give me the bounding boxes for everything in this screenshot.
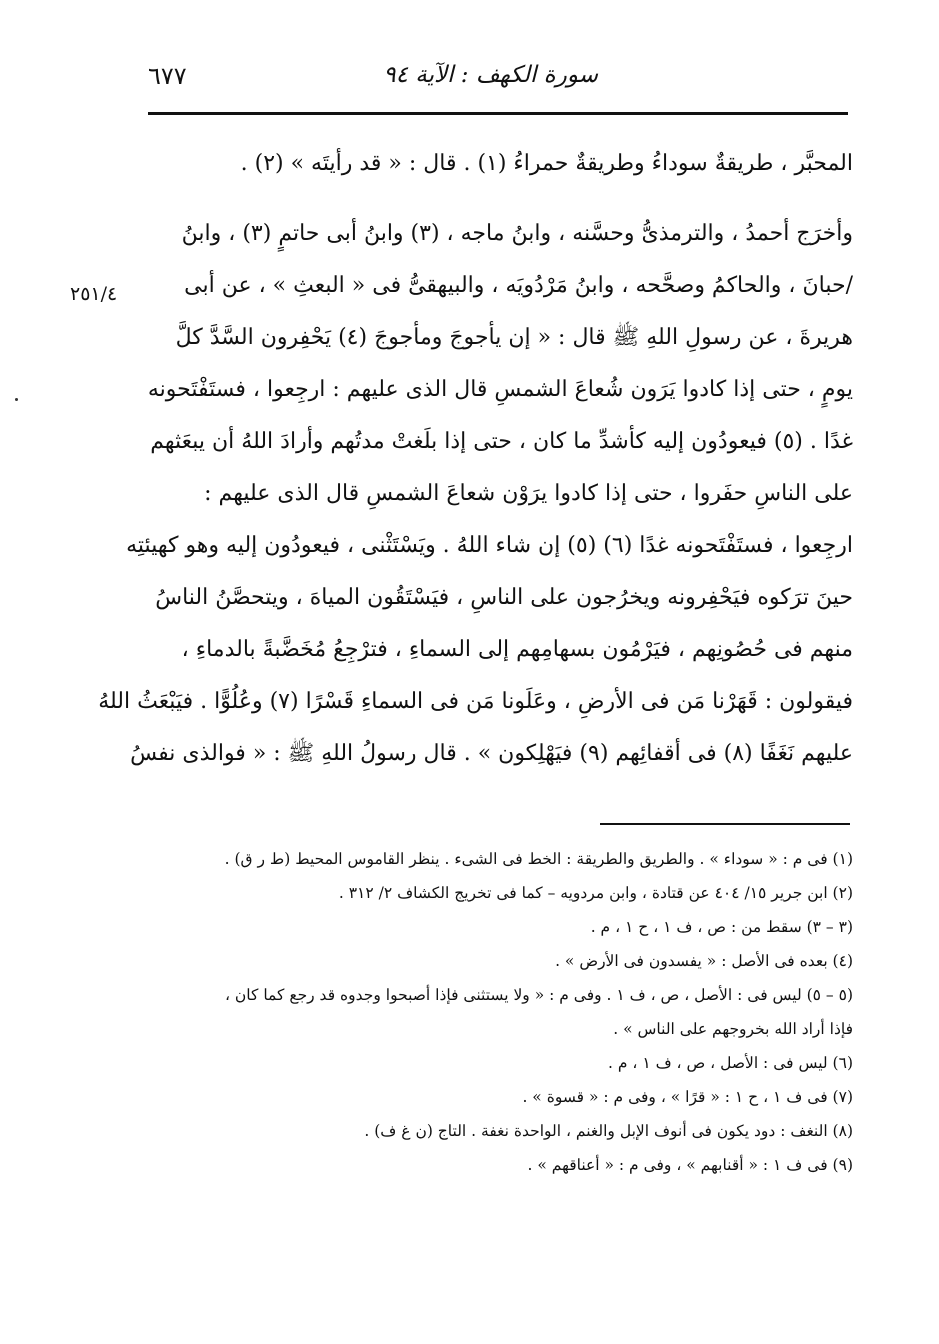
footnote: (٨) النغف : دود يكون فى أنوف الإبل والغنم ، الواحدة نغفة . التاج (ن غ ف) . xyxy=(364,1122,853,1140)
footnote: (٩) فى ف ١ : « أقنابهم » ، وفى م : « أعناقهم » . xyxy=(527,1156,853,1174)
running-title: سورة الكهف : الآية ٩٤ xyxy=(383,62,598,88)
footnotes xyxy=(148,842,853,1182)
text-line: عليهم نَغَفًا (٨) فى أقفائِهم (٩) فيَهْلِكون » . قال رسولُ اللهِ ﷺ : « فوالذى نفسُ xyxy=(130,741,853,766)
scan-speck xyxy=(15,398,18,401)
footnote: (١) فى م : « سوداء » . والطريق والطريقة : الخط فى الشىء . ينظر القاموس المحيط (ط ر ق) . xyxy=(224,850,853,868)
margin-volume-page-reference: ٢٥١/٤ xyxy=(70,283,118,305)
footnote: (٤) بعده فى الأصل : « يفسدون فى الأرض » . xyxy=(555,952,853,970)
footnote: (٢) ابن جرير ١٥/ ٤٠٤ عن قتادة ، وابن مردويه – كما فى تخريج الكشاف ٢/ ٣١٢ . xyxy=(338,884,853,902)
text-line: يومٍ ، حتى إذا كادوا يَرَون شُعاعَ الشمسِ قال الذى عليهم : ارجِعوا ، فستَفْتَحونه xyxy=(147,377,853,402)
footnote: (٣ – ٣) سقط من : ص ، ف ١ ، ح ١ ، م . xyxy=(590,918,853,936)
footnote-separator xyxy=(600,823,850,825)
text-line: حينَ ترَكوه فيَحْفِرونه ويخرُجون على الناسِ ، فيَسْتَقُون المياهَ ، ويتحصَّنُ الناسُ xyxy=(155,585,853,610)
text-line: غدًا . (٥) فيعودُون إليه كأشدِّ ما كان ، حتى إذا بلَغتْ مدتُهم وأرادَ اللهُ أن يبعَثهم xyxy=(150,429,853,454)
footnote: (٧) فى ف ١ ، ح ١ : « قرًا » ، وفى م : « قسوة » . xyxy=(522,1088,853,1106)
page-header xyxy=(148,58,848,98)
footnote: (٥ – ٥) ليس فى : الأصل ، ص ، ف ١ . وفى م : « ولا يستثنى فإذا أصبحوا وجدوه قد رجع كما كان ، xyxy=(224,986,853,1004)
main-text xyxy=(98,138,853,780)
text-line: هريرةَ ، عن رسولِ اللهِ ﷺ قال : « إن يأجوجَ ومأجوجَ (٤) يَحْفِرون السَّدَّ كلَّ xyxy=(175,325,853,350)
text-line: فيقولون : قَهَرْنا مَن فى الأرضِ ، وعَلَونا مَن فى السماءِ قَسْرًا (٧) وعُلُوًّا . فيَبْعَثُ اللهُ xyxy=(98,689,853,714)
text-line: منهم فى حُصُونِهم ، فيَرْمُون بسهامِهم إلى السماءِ ، فترْجِعُ مُخَضَّبةً بالدماءِ ، xyxy=(181,637,853,662)
text-line: ارجِعوا ، فستَفْتَحونه غدًا (٦) (٥) إن شاء اللهُ . ويَسْتَثْنى ، فيعودُون إليه وهو كهيئتِه xyxy=(126,533,853,558)
text-line: /حبانَ ، والحاكمُ وصحَّحه ، وابنُ مَرْدُويَه ، والبيهقىُّ فى « البعثِ » ، عن أبى xyxy=(184,273,853,298)
text-line: المحبَّر ، طريقةٌ سوداءُ وطريقةٌ حمراءُ (١) . قال : « قد رأيتَه » (٢) . xyxy=(240,151,853,176)
text-line: وأخرَج أحمدُ ، والترمذىُّ وحسَّنه ، وابنُ ماجه ، (٣) وابنُ أبى حاتمٍ (٣) ، وابنُ xyxy=(181,221,853,246)
header-rule xyxy=(148,112,848,115)
page-number: ٦٧٧ xyxy=(148,62,187,90)
footnote-continuation: فإذا أراد الله بخروجهم على الناس » . xyxy=(613,1020,853,1038)
text-line: على الناسِ حفَروا ، حتى إذا كادوا يرَوْن شعاعَ الشمسِ قال الذى عليهم : xyxy=(204,481,853,506)
footnote: (٦) ليس فى : الأصل ، ص ، ف ١ ، م . xyxy=(608,1054,853,1072)
